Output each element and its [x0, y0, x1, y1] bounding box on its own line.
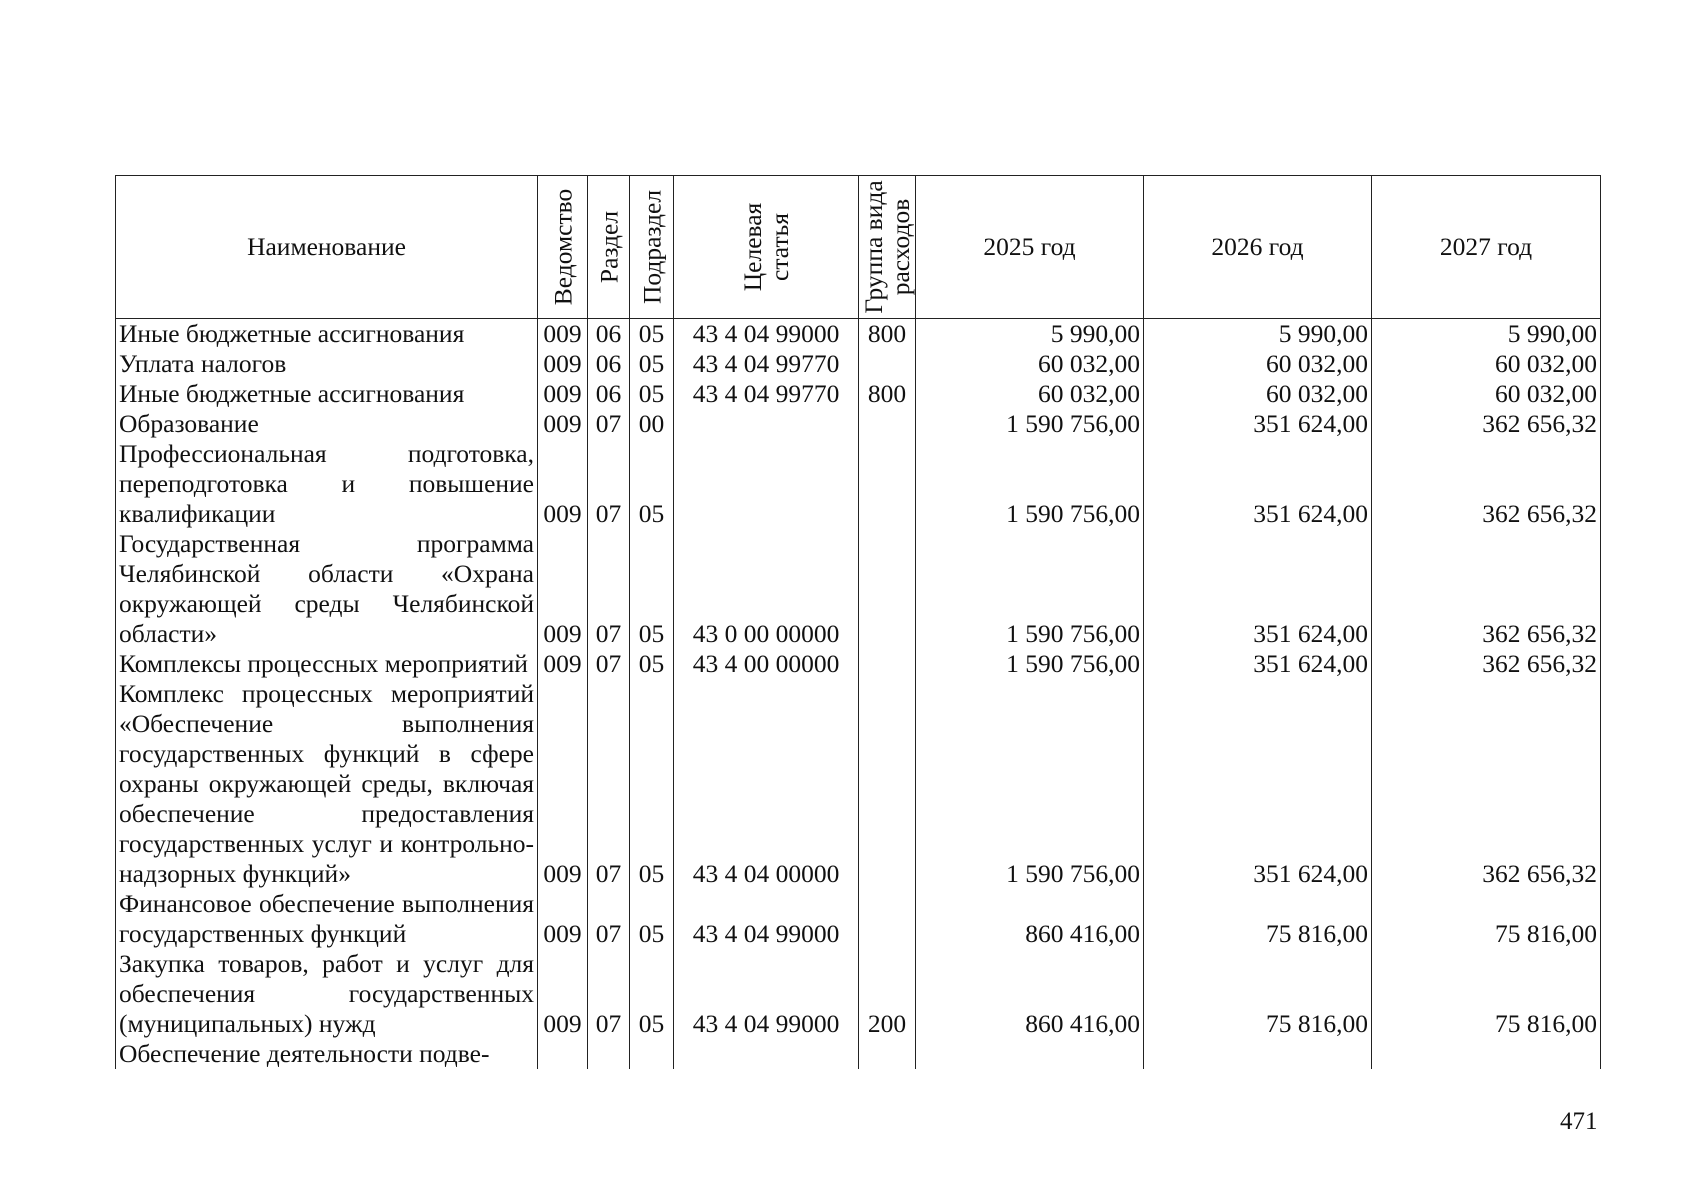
cell-name: Образование — [116, 409, 538, 439]
header-target-label: Целевая статья — [738, 202, 794, 292]
cell-subsection: 00 — [630, 409, 674, 439]
table-row — [116, 349, 1601, 379]
cell-2025: 60 032,00 — [916, 349, 1144, 379]
cell-dept: 009 — [538, 439, 588, 529]
cell-group — [859, 529, 916, 649]
cell-name: Финансовое обеспечение выполнения государственных функций — [116, 889, 538, 949]
cell-subsection: 05 — [630, 649, 674, 679]
cell-section: 07 — [588, 949, 630, 1039]
table-row — [116, 379, 1601, 409]
cell-name: Обеспечение деятельности подве- — [116, 1039, 538, 1069]
cell-target: 43 4 04 99000 — [674, 319, 859, 350]
cell-subsection: 05 — [630, 529, 674, 649]
cell-dept: 009 — [538, 379, 588, 409]
table-row — [116, 529, 1601, 649]
cell-section: 07 — [588, 529, 630, 649]
cell-name: Государственная программа Челябинской области «Охрана окружающей среды Челябинской области» — [116, 529, 538, 649]
cell-target: 43 4 04 99770 — [674, 349, 859, 379]
cell-name: Профессиональная подготовка, переподготовка и повышение квалификации — [116, 439, 538, 529]
cell-name: Уплата налогов — [116, 349, 538, 379]
cell-dept — [538, 1039, 588, 1069]
cell-subsection: 05 — [630, 679, 674, 889]
cell-2027: 75 816,00 — [1372, 949, 1601, 1039]
cell-2027: 362 656,32 — [1372, 649, 1601, 679]
header-group-label: Группа вида расходов — [859, 180, 915, 314]
cell-dept: 009 — [538, 649, 588, 679]
cell-2025: 1 590 756,00 — [916, 409, 1144, 439]
cell-2025 — [916, 1039, 1144, 1069]
cell-2025: 860 416,00 — [916, 949, 1144, 1039]
cell-group: 200 — [859, 949, 916, 1039]
cell-name: Закупка товаров, работ и услуг для обеспечения государственных (муниципальных) нужд — [116, 949, 538, 1039]
cell-group — [859, 679, 916, 889]
cell-subsection: 05 — [630, 889, 674, 949]
cell-name: Иные бюджетные ассигнования — [116, 319, 538, 350]
cell-2027: 60 032,00 — [1372, 349, 1601, 379]
cell-2025: 1 590 756,00 — [916, 679, 1144, 889]
header-dept-label: Ведомство — [548, 188, 577, 306]
cell-target: 43 0 00 00000 — [674, 529, 859, 649]
cell-dept: 009 — [538, 949, 588, 1039]
cell-target — [674, 1039, 859, 1069]
cell-2026: 351 624,00 — [1144, 649, 1372, 679]
cell-2027 — [1372, 1039, 1601, 1069]
page-number: 471 — [1560, 1108, 1598, 1135]
cell-2025: 1 590 756,00 — [916, 529, 1144, 649]
cell-target: 43 4 00 00000 — [674, 649, 859, 679]
cell-target: 43 4 04 99000 — [674, 889, 859, 949]
cell-dept: 009 — [538, 319, 588, 350]
cell-dept: 009 — [538, 409, 588, 439]
cell-section: 06 — [588, 379, 630, 409]
cell-target: 43 4 04 99770 — [674, 379, 859, 409]
header-2027: 2027 год — [1372, 176, 1601, 319]
cell-2026: 60 032,00 — [1144, 379, 1372, 409]
cell-2026: 75 816,00 — [1144, 889, 1372, 949]
header-group — [859, 176, 916, 319]
cell-2025: 860 416,00 — [916, 889, 1144, 949]
cell-2027: 362 656,32 — [1372, 439, 1601, 529]
cell-target — [674, 439, 859, 529]
cell-dept: 009 — [538, 889, 588, 949]
cell-2025: 1 590 756,00 — [916, 649, 1144, 679]
budget-table — [115, 175, 1601, 1069]
table-row — [116, 439, 1601, 529]
cell-2026: 351 624,00 — [1144, 409, 1372, 439]
cell-dept: 009 — [538, 349, 588, 379]
table-row — [116, 409, 1601, 439]
cell-2026: 60 032,00 — [1144, 349, 1372, 379]
cell-section: 07 — [588, 679, 630, 889]
header-2025: 2025 год — [916, 176, 1144, 319]
cell-2026: 351 624,00 — [1144, 679, 1372, 889]
header-2026: 2026 год — [1144, 176, 1372, 319]
cell-2026: 351 624,00 — [1144, 529, 1372, 649]
cell-2026: 5 990,00 — [1144, 319, 1372, 350]
table-row — [116, 1039, 1601, 1069]
header-dept — [538, 176, 588, 319]
header-subsection-label: Подраздел — [637, 189, 666, 305]
cell-group — [859, 889, 916, 949]
cell-2027: 75 816,00 — [1372, 889, 1601, 949]
header-target — [674, 176, 859, 319]
cell-subsection: 05 — [630, 949, 674, 1039]
cell-section: 06 — [588, 319, 630, 350]
cell-2026 — [1144, 1039, 1372, 1069]
cell-2025: 60 032,00 — [916, 379, 1144, 409]
cell-2025: 1 590 756,00 — [916, 439, 1144, 529]
cell-group — [859, 349, 916, 379]
cell-2027: 362 656,32 — [1372, 529, 1601, 649]
table-row — [116, 649, 1601, 679]
cell-group: 800 — [859, 379, 916, 409]
cell-subsection: 05 — [630, 319, 674, 350]
table-header-row — [116, 176, 1601, 319]
cell-2027: 362 656,32 — [1372, 409, 1601, 439]
cell-2026: 351 624,00 — [1144, 439, 1372, 529]
header-section-label: Раздел — [594, 210, 623, 284]
cell-2027: 362 656,32 — [1372, 679, 1601, 889]
cell-2025: 5 990,00 — [916, 319, 1144, 350]
table-row — [116, 889, 1601, 949]
cell-group: 800 — [859, 319, 916, 350]
cell-name: Комплекс процессных мероприятий «Обеспечение выполнения государственных функций в сфере охраны окружающей среды, включая обеспечение предоставления государственных услуг и контрольно-надзорных функций» — [116, 679, 538, 889]
cell-name: Иные бюджетные ассигнования — [116, 379, 538, 409]
cell-target: 43 4 04 00000 — [674, 679, 859, 889]
table-row — [116, 319, 1601, 350]
cell-group — [859, 1039, 916, 1069]
table-row — [116, 949, 1601, 1039]
cell-dept: 009 — [538, 529, 588, 649]
cell-2027: 60 032,00 — [1372, 379, 1601, 409]
cell-target: 43 4 04 99000 — [674, 949, 859, 1039]
cell-2027: 5 990,00 — [1372, 319, 1601, 350]
cell-target — [674, 409, 859, 439]
header-name: Наименование — [116, 176, 538, 319]
cell-section: 07 — [588, 889, 630, 949]
cell-group — [859, 439, 916, 529]
budget-table-container — [115, 175, 1600, 1100]
cell-section: 06 — [588, 349, 630, 379]
header-subsection — [630, 176, 674, 319]
cell-section: 07 — [588, 649, 630, 679]
cell-group — [859, 649, 916, 679]
cell-section — [588, 1039, 630, 1069]
cell-subsection: 05 — [630, 439, 674, 529]
cell-subsection: 05 — [630, 379, 674, 409]
table-body — [116, 319, 1601, 1070]
cell-2026: 75 816,00 — [1144, 949, 1372, 1039]
cell-subsection — [630, 1039, 674, 1069]
table-row — [116, 679, 1601, 889]
cell-dept: 009 — [538, 679, 588, 889]
cell-name: Комплексы процессных мероприятий — [116, 649, 538, 679]
header-section — [588, 176, 630, 319]
cell-section: 07 — [588, 439, 630, 529]
cell-subsection: 05 — [630, 349, 674, 379]
cell-section: 07 — [588, 409, 630, 439]
cell-group — [859, 409, 916, 439]
